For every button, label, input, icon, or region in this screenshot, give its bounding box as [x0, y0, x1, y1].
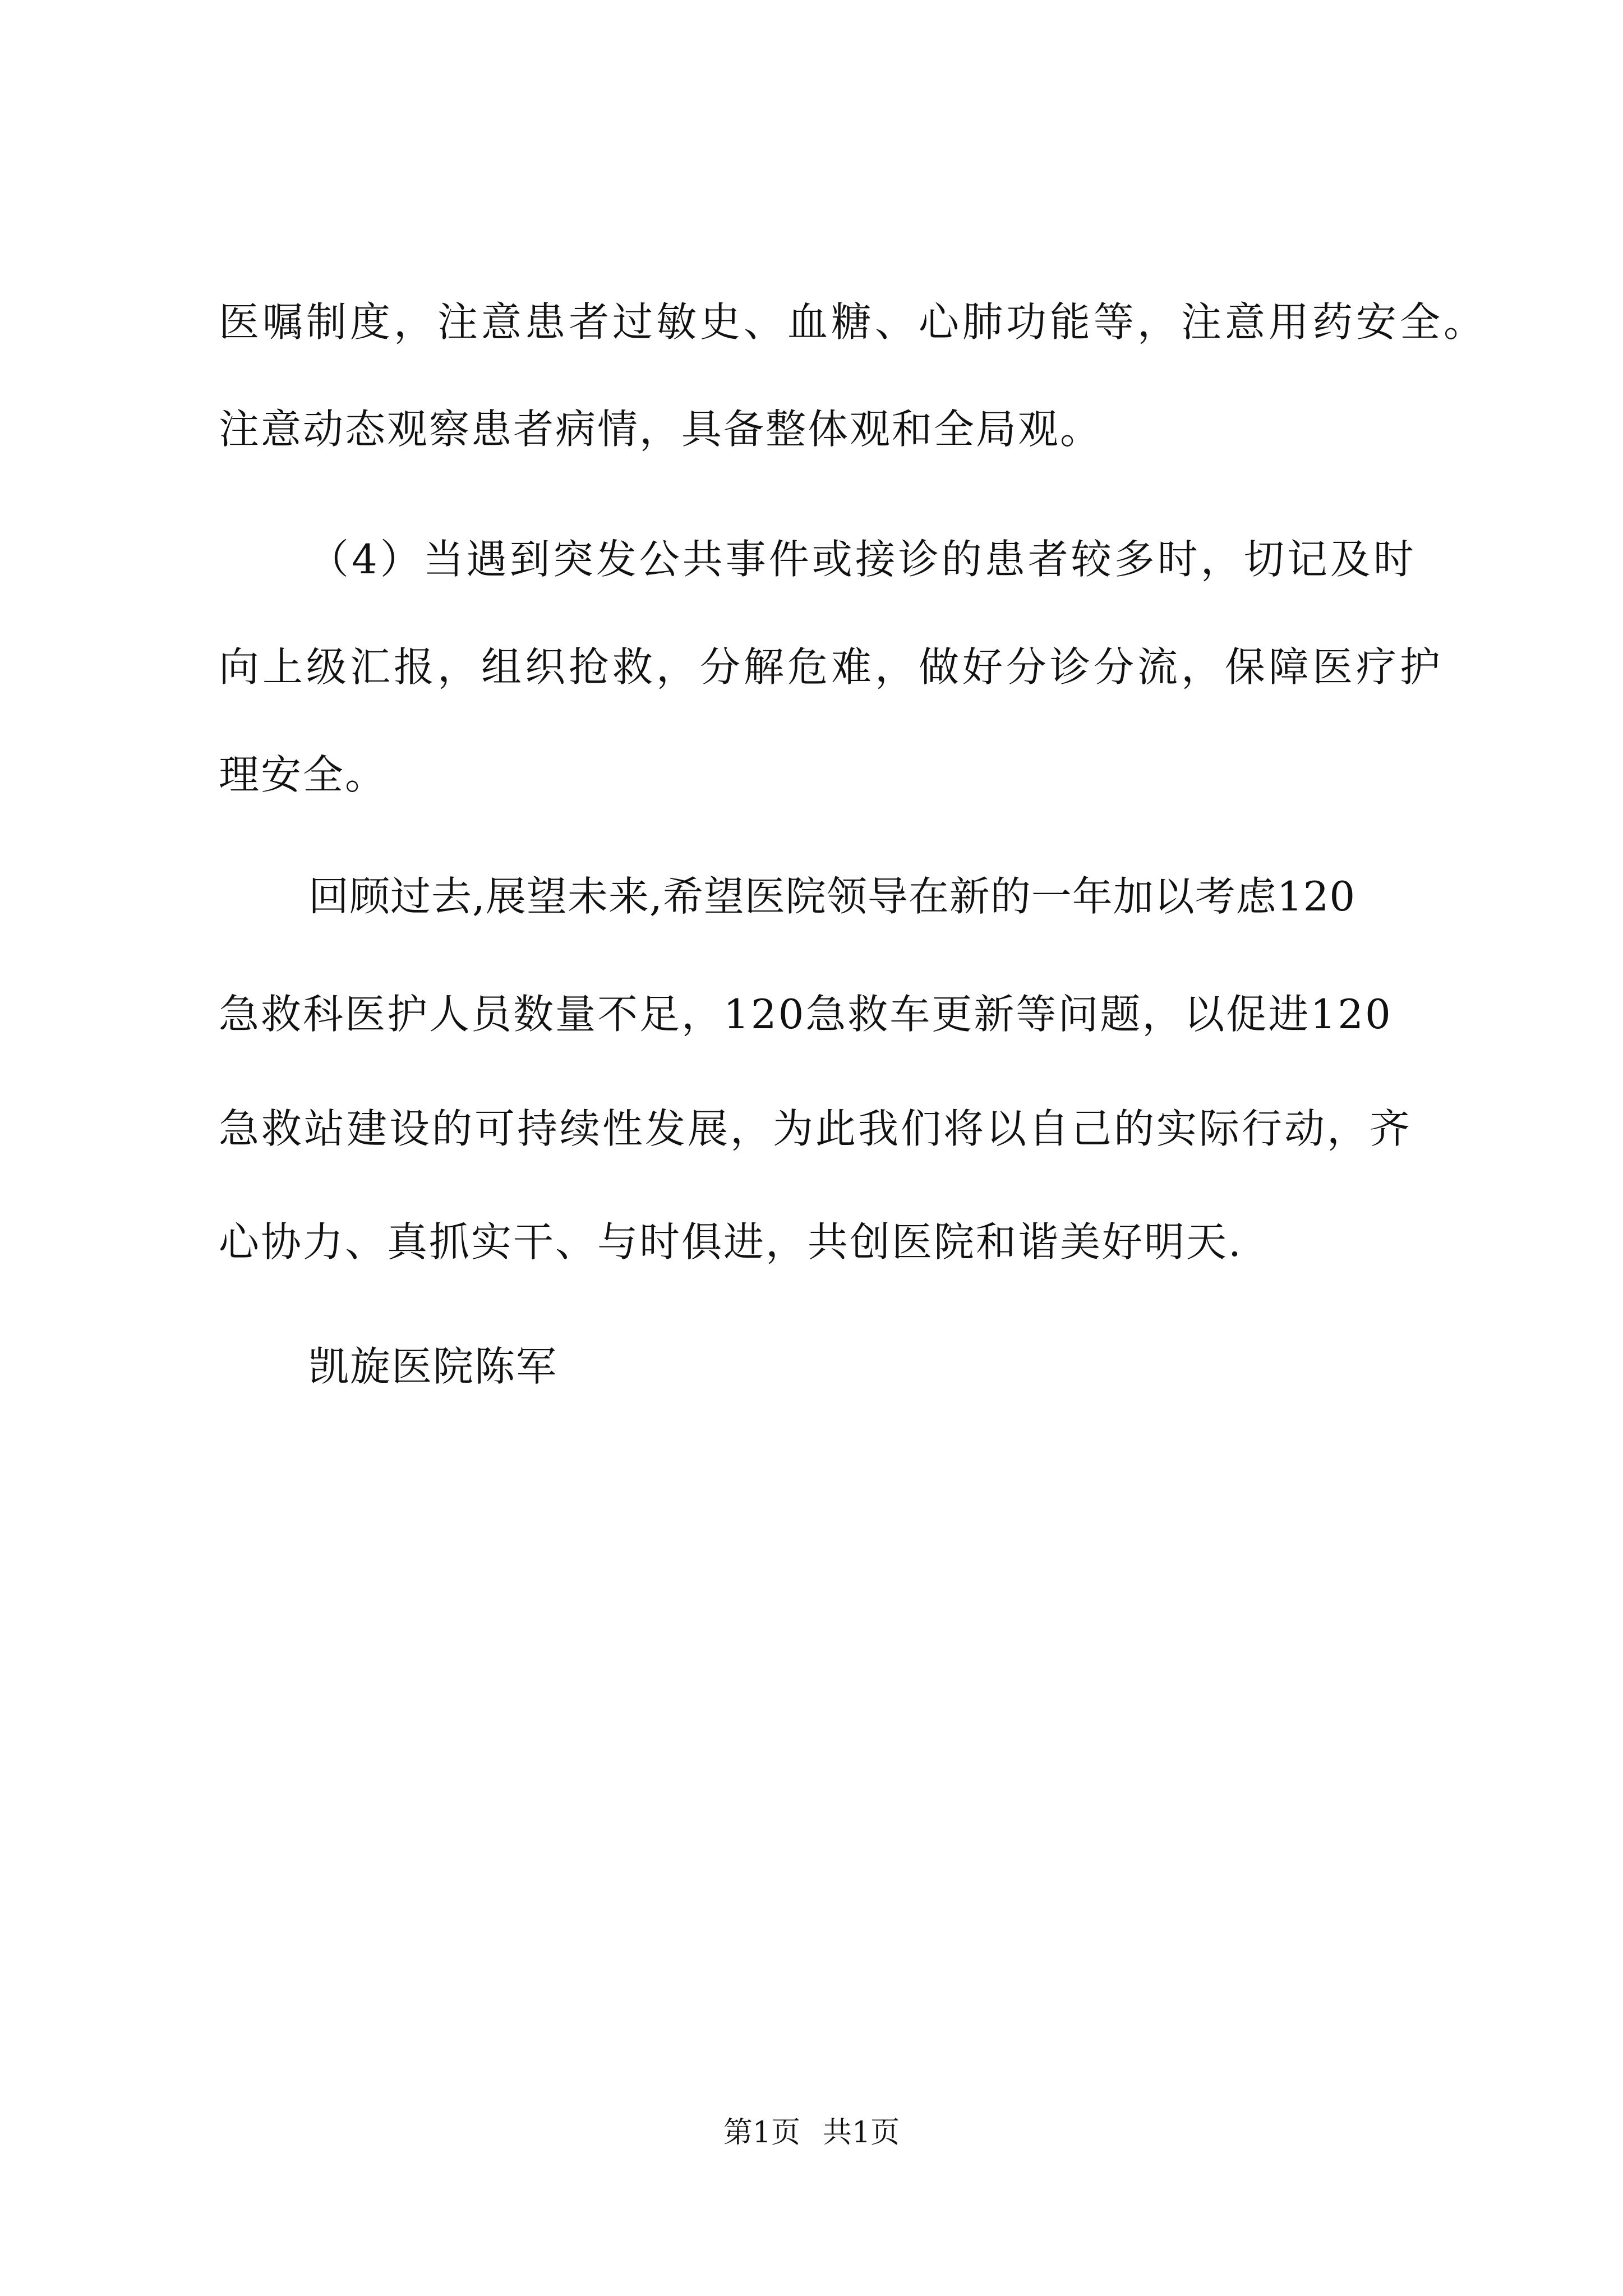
- page-total: 共1页: [823, 2116, 900, 2150]
- text-line: 注意动态观察患者病情，具备整体观和全局观。: [219, 406, 1103, 453]
- document-body: [219, 251, 1488, 1390]
- text-line: 医嘱制度，注意患者过敏史、血糖、心肺功能等，注意用药安全。: [219, 298, 1488, 346]
- page-footer: [0, 2116, 1623, 2150]
- text-line: 理安全。: [219, 751, 388, 798]
- paragraph-start: 回顾过去,展望未来,希望医院领导在新的一年加以考虑120: [308, 873, 1356, 920]
- paragraph-start: （4）当遇到突发公共事件或接诊的患者较多时，切记及时: [308, 536, 1417, 583]
- signature-line: 凯旋医院陈军: [308, 1343, 558, 1390]
- text-line: 向上级汇报，组织抢救，分解危难，做好分诊分流，保障医疗护: [219, 643, 1444, 691]
- page-number: 第1页: [723, 2116, 800, 2150]
- text-line: 心协力、真抓实干、与时俱进，共创医院和谐美好明天.: [219, 1218, 1243, 1266]
- text-line: 急救站建设的可持续性发展，为此我们将以自己的实际行动，齐: [219, 1105, 1413, 1152]
- text-line: 急救科医护人员数量不足，120急救车更新等问题，以促进120: [219, 991, 1393, 1038]
